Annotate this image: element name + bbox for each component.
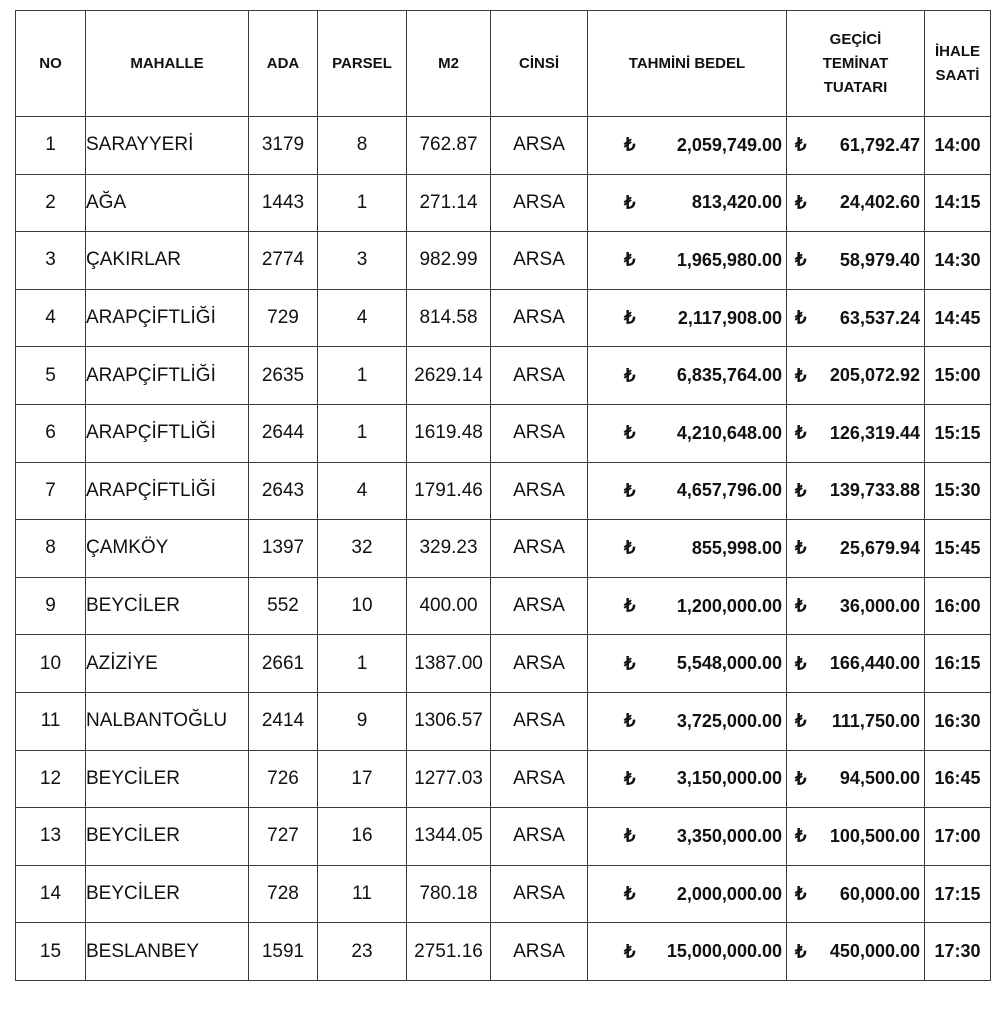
cell-gecici-teminat — [787, 635, 925, 693]
cell-m2: 1619.48 — [407, 404, 491, 462]
lira-icon: ₺ — [624, 192, 636, 213]
cell-tahmini-bedel — [588, 750, 787, 808]
lira-icon: ₺ — [624, 307, 636, 328]
cell-mahalle: BEYCİLER — [86, 808, 249, 866]
cell-tahmini-bedel — [588, 577, 787, 635]
lira-icon: ₺ — [795, 192, 807, 213]
cell-cinsi: ARSA — [491, 808, 588, 866]
cell-ihale-saati: 17:30 — [925, 923, 991, 981]
lira-icon: ₺ — [795, 422, 807, 443]
cell-cinsi: ARSA — [491, 520, 588, 578]
cell-tahmini-bedel — [588, 289, 787, 347]
cell-m2: 1277.03 — [407, 750, 491, 808]
cell-mahalle: AZİZİYE — [86, 635, 249, 693]
cell-ihale-saati: 16:00 — [925, 577, 991, 635]
cell-cinsi: ARSA — [491, 462, 588, 520]
cell-ada: 2774 — [249, 232, 318, 290]
cell-parsel: 1 — [318, 635, 407, 693]
lira-icon: ₺ — [795, 653, 807, 674]
table-row — [16, 750, 991, 808]
header-gecici-teminat-line: GEÇİCİ — [829, 30, 882, 48]
cell-cinsi: ARSA — [491, 750, 588, 808]
cell-parsel: 1 — [318, 174, 407, 232]
cell-mahalle: BESLANBEY — [86, 923, 249, 981]
auction-table — [15, 10, 991, 981]
amount-value: 3,150,000.00 — [676, 768, 782, 789]
cell-cinsi: ARSA — [491, 923, 588, 981]
table-row — [16, 520, 991, 578]
cell-mahalle: ARAPÇİFTLİĞİ — [86, 404, 249, 462]
lira-icon: ₺ — [624, 134, 636, 155]
table-row — [16, 865, 991, 923]
cell-ada: 2643 — [249, 462, 318, 520]
cell-ada: 3179 — [249, 117, 318, 175]
cell-mahalle: BEYCİLER — [86, 750, 249, 808]
cell-gecici-teminat — [787, 865, 925, 923]
lira-icon: ₺ — [624, 710, 636, 731]
cell-m2: 1791.46 — [407, 462, 491, 520]
table-row — [16, 289, 991, 347]
cell-gecici-teminat — [787, 347, 925, 405]
cell-ada: 726 — [249, 750, 318, 808]
lira-icon: ₺ — [795, 249, 807, 270]
header-gecici-teminat-line: TEMİNAT — [822, 54, 889, 72]
cell-gecici-teminat — [787, 232, 925, 290]
amount-value: 100,500.00 — [829, 825, 920, 846]
cell-ada: 2644 — [249, 404, 318, 462]
amount-value: 126,319.44 — [829, 422, 920, 443]
amount-value: 111,750.00 — [831, 710, 920, 731]
header-gecici-teminat — [787, 11, 925, 117]
cell-mahalle: ARAPÇİFTLİĞİ — [86, 462, 249, 520]
cell-cinsi: ARSA — [491, 635, 588, 693]
amount-value: 1,965,980.00 — [676, 249, 782, 270]
cell-gecici-teminat — [787, 923, 925, 981]
cell-tahmini-bedel — [588, 520, 787, 578]
cell-cinsi: ARSA — [491, 692, 588, 750]
cell-parsel: 32 — [318, 520, 407, 578]
cell-m2: 1344.05 — [407, 808, 491, 866]
table-row — [16, 404, 991, 462]
amount-value: 2,117,908.00 — [677, 307, 782, 328]
cell-ada: 2661 — [249, 635, 318, 693]
lira-icon: ₺ — [795, 710, 807, 731]
lira-icon: ₺ — [624, 768, 636, 789]
cell-ada: 552 — [249, 577, 318, 635]
table-body — [16, 117, 991, 981]
lira-icon: ₺ — [624, 653, 636, 674]
amount-value: 61,792.47 — [839, 134, 920, 155]
cell-m2: 1306.57 — [407, 692, 491, 750]
cell-ihale-saati: 17:15 — [925, 865, 991, 923]
cell-gecici-teminat — [787, 808, 925, 866]
cell-cinsi: ARSA — [491, 232, 588, 290]
cell-parsel: 16 — [318, 808, 407, 866]
cell-ada: 728 — [249, 865, 318, 923]
cell-parsel: 23 — [318, 923, 407, 981]
cell-no: 12 — [16, 750, 86, 808]
cell-parsel: 4 — [318, 289, 407, 347]
cell-ada: 727 — [249, 808, 318, 866]
lira-icon: ₺ — [624, 480, 636, 501]
cell-mahalle: ARAPÇİFTLİĞİ — [86, 347, 249, 405]
cell-no: 6 — [16, 404, 86, 462]
lira-icon: ₺ — [624, 883, 636, 904]
cell-gecici-teminat — [787, 462, 925, 520]
amount-value: 5,548,000.00 — [676, 653, 782, 674]
table-row — [16, 635, 991, 693]
cell-ihale-saati: 14:00 — [925, 117, 991, 175]
cell-parsel: 4 — [318, 462, 407, 520]
cell-tahmini-bedel — [588, 923, 787, 981]
cell-mahalle: ÇAMKÖY — [86, 520, 249, 578]
cell-no: 9 — [16, 577, 86, 635]
cell-no: 8 — [16, 520, 86, 578]
cell-mahalle: ÇAKIRLAR — [86, 232, 249, 290]
amount-value: 139,733.88 — [829, 480, 920, 501]
header-row — [16, 11, 991, 117]
amount-value: 813,420.00 — [691, 192, 782, 213]
cell-ada: 2635 — [249, 347, 318, 405]
table-row — [16, 232, 991, 290]
cell-no: 1 — [16, 117, 86, 175]
header-tahmini-bedel: TAHMİNİ BEDEL — [588, 11, 787, 117]
cell-no: 2 — [16, 174, 86, 232]
header-ihale-saati — [925, 11, 991, 117]
header-m2: M2 — [407, 11, 491, 117]
cell-m2: 271.14 — [407, 174, 491, 232]
cell-tahmini-bedel — [588, 117, 787, 175]
lira-icon: ₺ — [795, 768, 807, 789]
cell-m2: 2629.14 — [407, 347, 491, 405]
lira-icon: ₺ — [795, 595, 807, 616]
lira-icon: ₺ — [795, 307, 807, 328]
amount-value: 3,350,000.00 — [676, 825, 782, 846]
cell-no: 10 — [16, 635, 86, 693]
header-ada: ADA — [249, 11, 318, 117]
cell-ihale-saati: 16:15 — [925, 635, 991, 693]
cell-gecici-teminat — [787, 750, 925, 808]
cell-ada: 2414 — [249, 692, 318, 750]
lira-icon: ₺ — [795, 883, 807, 904]
amount-value: 2,059,749.00 — [676, 134, 782, 155]
lira-icon: ₺ — [624, 249, 636, 270]
cell-mahalle: NALBANTOĞLU — [86, 692, 249, 750]
cell-ihale-saati: 14:30 — [925, 232, 991, 290]
amount-value: 4,210,648.00 — [676, 422, 782, 443]
cell-gecici-teminat — [787, 404, 925, 462]
amount-value: 1,200,000.00 — [676, 595, 782, 616]
table-row — [16, 174, 991, 232]
amount-value: 3,725,000.00 — [676, 710, 782, 731]
cell-mahalle: AĞA — [86, 174, 249, 232]
table-row — [16, 577, 991, 635]
cell-ada: 1591 — [249, 923, 318, 981]
header-parsel: PARSEL — [318, 11, 407, 117]
cell-tahmini-bedel — [588, 232, 787, 290]
table-row — [16, 692, 991, 750]
table-row — [16, 808, 991, 866]
cell-m2: 400.00 — [407, 577, 491, 635]
amount-value: 2,000,000.00 — [676, 883, 782, 904]
cell-gecici-teminat — [787, 520, 925, 578]
amount-value: 36,000.00 — [839, 595, 920, 616]
amount-value: 855,998.00 — [691, 537, 782, 558]
lira-icon: ₺ — [624, 537, 636, 558]
amount-value: 6,835,764.00 — [676, 365, 782, 386]
cell-ada: 1397 — [249, 520, 318, 578]
lira-icon: ₺ — [795, 941, 807, 962]
header-ihale-saati-line: İHALE — [935, 42, 980, 60]
cell-tahmini-bedel — [588, 404, 787, 462]
cell-parsel: 17 — [318, 750, 407, 808]
cell-ihale-saati: 14:45 — [925, 289, 991, 347]
cell-cinsi: ARSA — [491, 404, 588, 462]
header-cinsi: CİNSİ — [491, 11, 588, 117]
lira-icon: ₺ — [795, 134, 807, 155]
cell-gecici-teminat — [787, 577, 925, 635]
lira-icon: ₺ — [624, 422, 636, 443]
cell-ihale-saati: 17:00 — [925, 808, 991, 866]
cell-no: 4 — [16, 289, 86, 347]
cell-ihale-saati: 16:30 — [925, 692, 991, 750]
cell-cinsi: ARSA — [491, 865, 588, 923]
header-no: NO — [16, 11, 86, 117]
amount-value: 15,000,000.00 — [666, 941, 782, 962]
lira-icon: ₺ — [795, 480, 807, 501]
cell-tahmini-bedel — [588, 692, 787, 750]
cell-cinsi: ARSA — [491, 289, 588, 347]
cell-parsel: 1 — [318, 347, 407, 405]
cell-ihale-saati: 15:15 — [925, 404, 991, 462]
cell-ihale-saati: 15:30 — [925, 462, 991, 520]
amount-value: 94,500.00 — [839, 768, 920, 789]
cell-parsel: 9 — [318, 692, 407, 750]
cell-parsel: 1 — [318, 404, 407, 462]
cell-parsel: 3 — [318, 232, 407, 290]
header-ihale-saati-line: SAATİ — [935, 66, 980, 84]
amount-value: 25,679.94 — [839, 537, 920, 558]
cell-m2: 762.87 — [407, 117, 491, 175]
cell-ihale-saati: 14:15 — [925, 174, 991, 232]
table-row — [16, 923, 991, 981]
cell-cinsi: ARSA — [491, 174, 588, 232]
cell-cinsi: ARSA — [491, 117, 588, 175]
amount-value: 4,657,796.00 — [676, 480, 782, 501]
cell-parsel: 11 — [318, 865, 407, 923]
cell-no: 7 — [16, 462, 86, 520]
cell-gecici-teminat — [787, 289, 925, 347]
cell-tahmini-bedel — [588, 865, 787, 923]
cell-m2: 814.58 — [407, 289, 491, 347]
lira-icon: ₺ — [624, 595, 636, 616]
amount-value: 58,979.40 — [839, 249, 920, 270]
cell-no: 14 — [16, 865, 86, 923]
lira-icon: ₺ — [795, 365, 807, 386]
cell-tahmini-bedel — [588, 174, 787, 232]
cell-m2: 780.18 — [407, 865, 491, 923]
cell-m2: 329.23 — [407, 520, 491, 578]
amount-value: 60,000.00 — [839, 883, 920, 904]
cell-no: 11 — [16, 692, 86, 750]
cell-gecici-teminat — [787, 692, 925, 750]
table-row — [16, 117, 991, 175]
lira-icon: ₺ — [624, 825, 636, 846]
cell-gecici-teminat — [787, 117, 925, 175]
cell-cinsi: ARSA — [491, 347, 588, 405]
cell-mahalle: BEYCİLER — [86, 577, 249, 635]
lira-icon: ₺ — [624, 365, 636, 386]
cell-ihale-saati: 16:45 — [925, 750, 991, 808]
cell-tahmini-bedel — [588, 808, 787, 866]
amount-value: 205,072.92 — [829, 365, 920, 386]
cell-parsel: 8 — [318, 117, 407, 175]
cell-no: 15 — [16, 923, 86, 981]
cell-ada: 1443 — [249, 174, 318, 232]
table-header — [16, 11, 991, 117]
cell-parsel: 10 — [318, 577, 407, 635]
lira-icon: ₺ — [795, 825, 807, 846]
cell-mahalle: SARAYYERİ — [86, 117, 249, 175]
lira-icon: ₺ — [624, 941, 636, 962]
cell-no: 13 — [16, 808, 86, 866]
cell-ada: 729 — [249, 289, 318, 347]
cell-ihale-saati: 15:45 — [925, 520, 991, 578]
cell-no: 3 — [16, 232, 86, 290]
cell-tahmini-bedel — [588, 347, 787, 405]
cell-tahmini-bedel — [588, 635, 787, 693]
header-mahalle: MAHALLE — [86, 11, 249, 117]
cell-no: 5 — [16, 347, 86, 405]
table-row — [16, 462, 991, 520]
cell-mahalle: ARAPÇİFTLİĞİ — [86, 289, 249, 347]
cell-mahalle: BEYCİLER — [86, 865, 249, 923]
amount-value: 166,440.00 — [829, 653, 920, 674]
cell-cinsi: ARSA — [491, 577, 588, 635]
cell-m2: 982.99 — [407, 232, 491, 290]
lira-icon: ₺ — [795, 537, 807, 558]
header-gecici-teminat-line: TUATARI — [823, 78, 888, 96]
amount-value: 63,537.24 — [839, 307, 920, 328]
amount-value: 450,000.00 — [829, 941, 920, 962]
cell-m2: 1387.00 — [407, 635, 491, 693]
cell-m2: 2751.16 — [407, 923, 491, 981]
cell-gecici-teminat — [787, 174, 925, 232]
amount-value: 24,402.60 — [839, 192, 920, 213]
cell-ihale-saati: 15:00 — [925, 347, 991, 405]
table-row — [16, 347, 991, 405]
cell-tahmini-bedel — [588, 462, 787, 520]
